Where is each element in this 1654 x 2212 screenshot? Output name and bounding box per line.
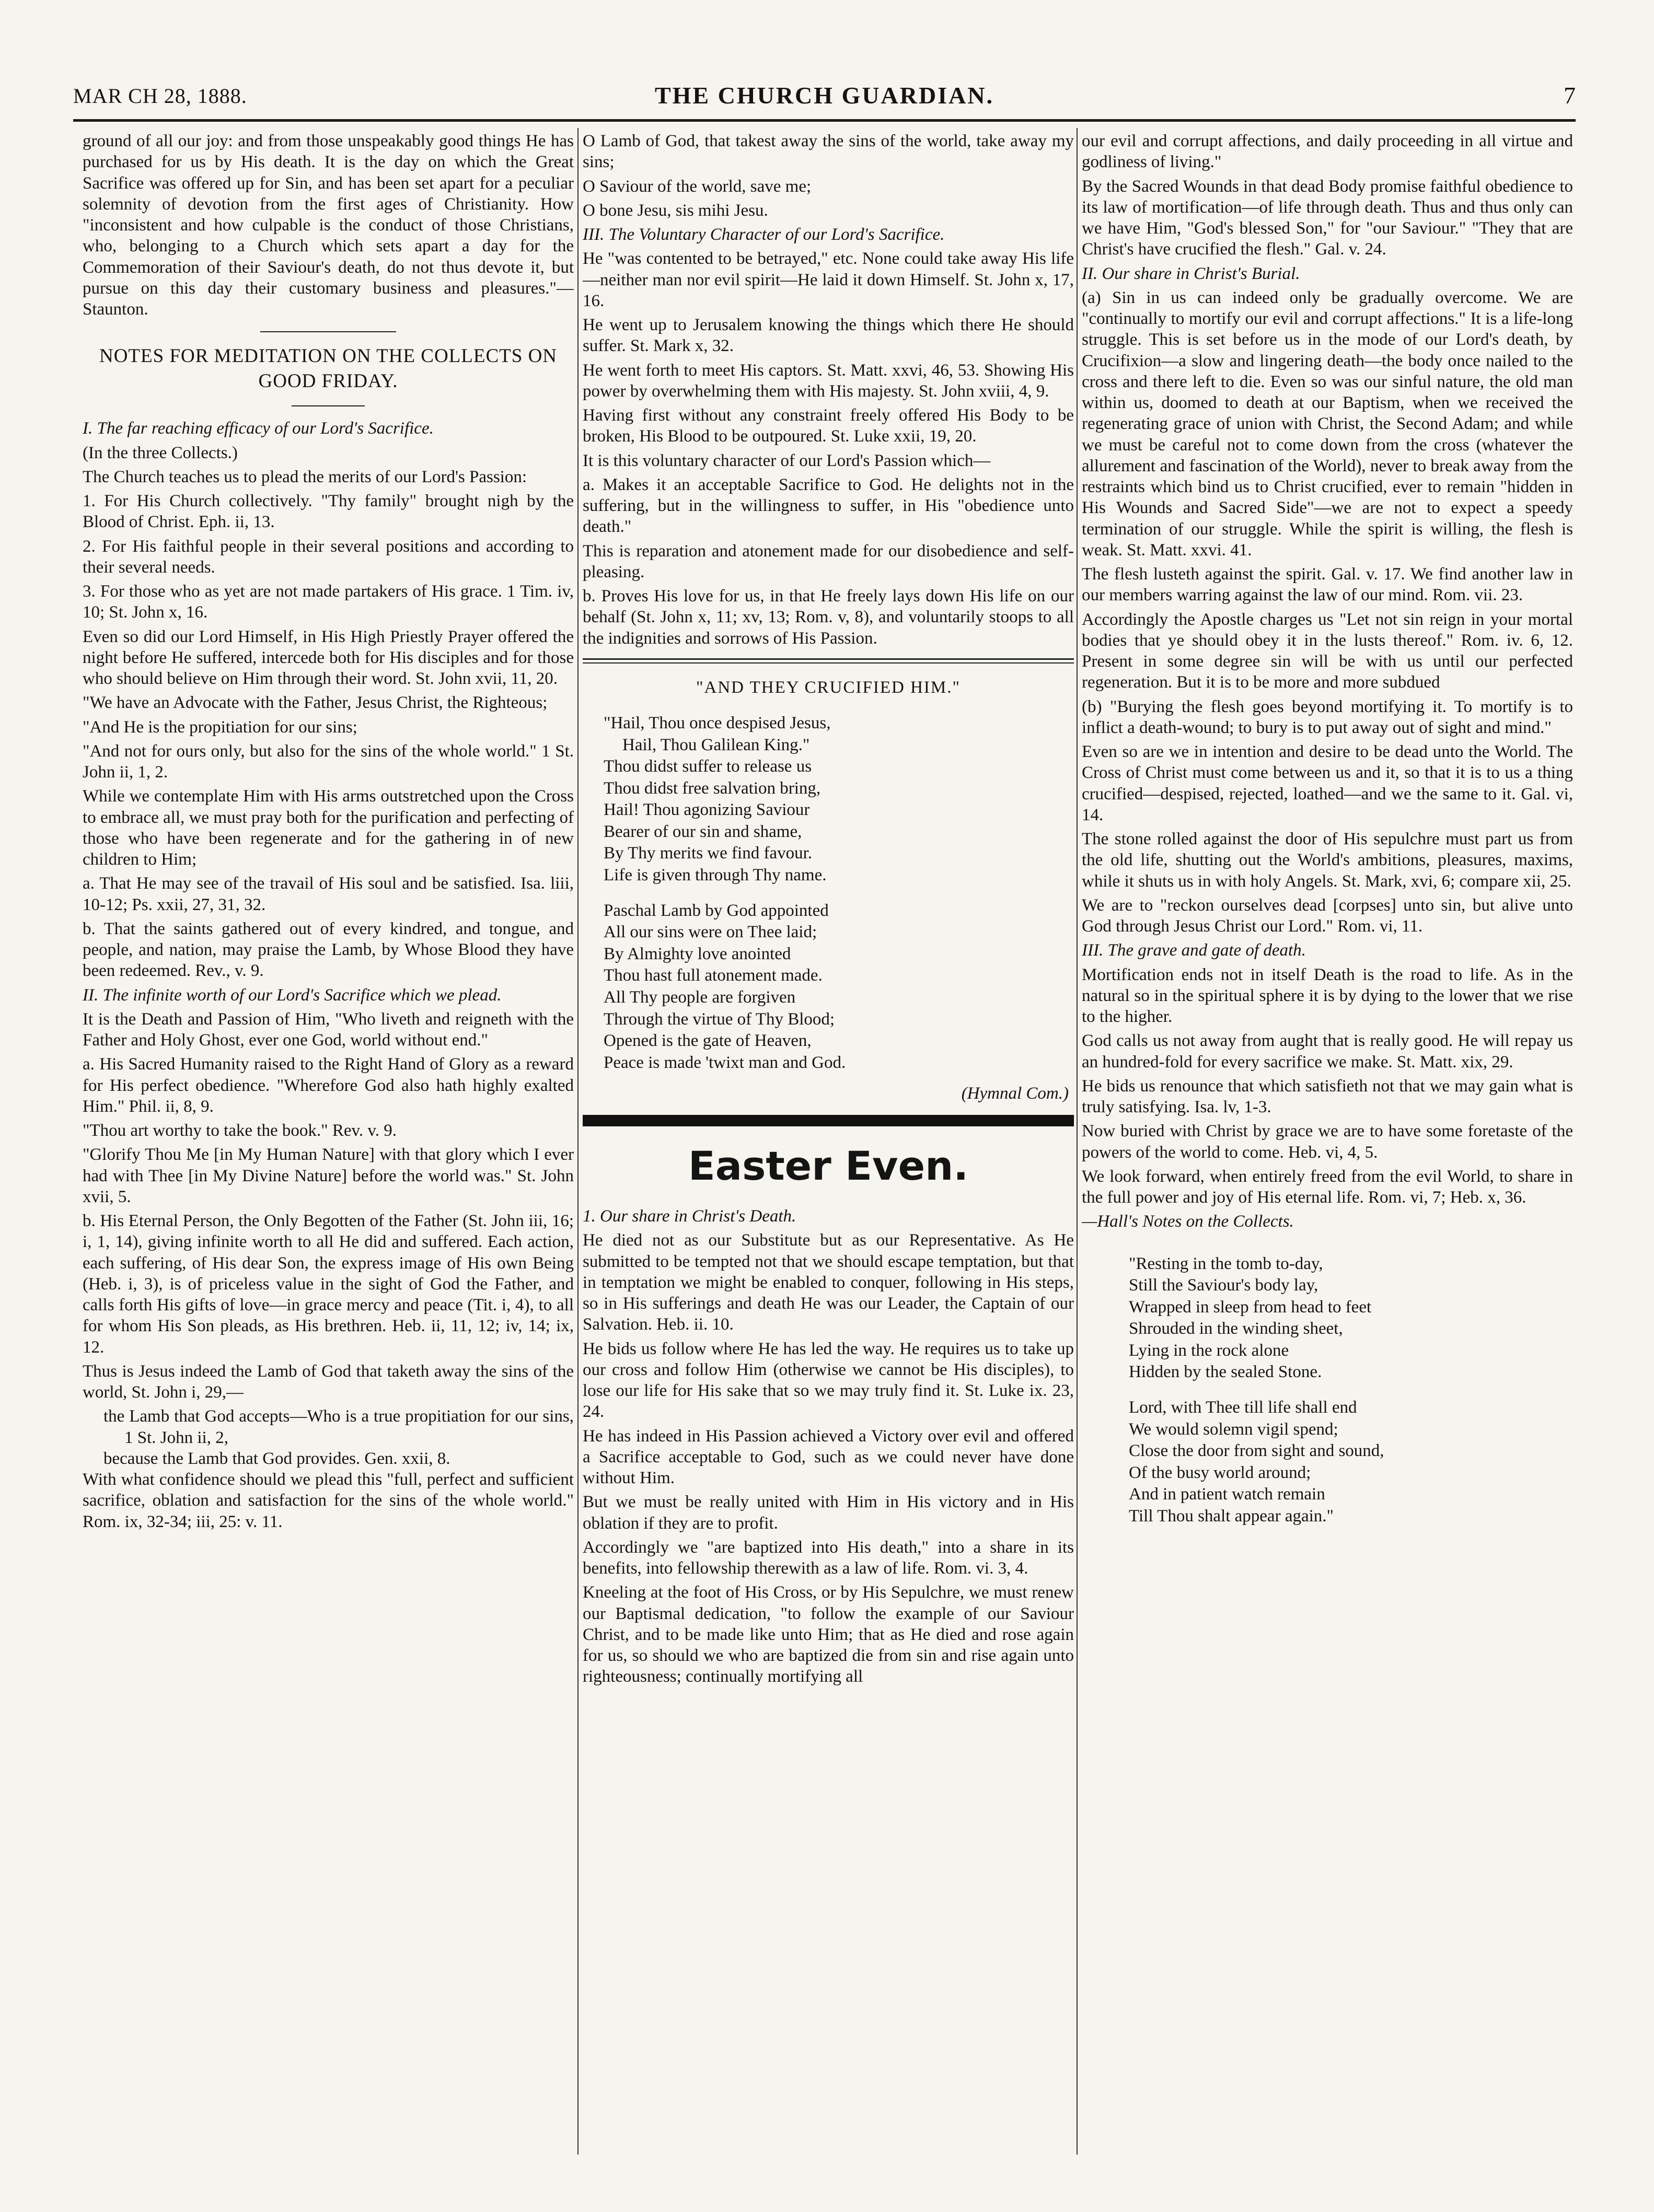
paragraph: Mortification ends not in itself Death is the road to life. As in the natural so in the spiritual sphere it is by dying to the lower that we rise to the higher. bbox=[1082, 965, 1573, 1026]
paragraph: The flesh lusteth against the spirit. Gal. v. 17. We find another law in our members warring against the law of our mind. Rom. vii. 23. bbox=[1082, 565, 1573, 605]
paragraph: 1. For His Church collectively. "Thy family" brought nigh by the Blood of Christ. Eph. ii, 13. bbox=[83, 492, 574, 532]
poem-line: All Thy people are forgiven bbox=[604, 987, 796, 1007]
paragraph: Accordingly we "are baptized into His death," into a share in its benefits, into fellowship therewith as a law of life. Rom. vi. 3, 4. bbox=[583, 1538, 1074, 1578]
paragraph: The stone rolled against the door of His sepulchre must part us from the old life, shutting out the World's ambitions, pleasures, maxims, while it shuts us in with holy Angels. St. Mark, xvi, 6; compare xii, 25. bbox=[1082, 830, 1573, 891]
paragraph: By the Sacred Wounds in that dead Body promise faithful obedience to its law of mortification—of life through death. Thus and thus only can we have Him, "God's blessed Son," for "our Saviour." "They that are Christ's have crucified the flesh." Gal. v. 24. bbox=[1082, 177, 1573, 259]
paragraph: He has indeed in His Passion achieved a Victory over evil and offered a Sacrifice acceptable to God, such as we could never have done without Him. bbox=[583, 1426, 1074, 1488]
poem-line: Through the virtue of Thy Blood; bbox=[604, 1009, 835, 1029]
paragraph: It is the Death and Passion of Him, "Who liveth and reigneth with the Father and Holy Ghost, ever one God, world without end." bbox=[83, 1009, 574, 1050]
paragraph: 3. For those who as yet are not made partakers of His grace. 1 Tim. iv, 10; St. John x, 16. bbox=[83, 582, 574, 622]
paragraph: b. Proves His love for us, in that He freely lays down His life on our behalf (St. John x, 11; xv, 13; Rom. v, 8), and voluntarily stoops to all the indignities and sorrows of His Passion. bbox=[583, 587, 1074, 648]
section-rule bbox=[292, 405, 365, 406]
poem-title: "AND THEY CRUCIFIED HIM." bbox=[696, 678, 961, 697]
column-2 bbox=[583, 131, 1074, 2149]
paragraph: a. His Sacred Humanity raised to the Right Hand of Glory as a reward for His perfect obedience. "Wherefore God also hath highly exalted Him." Phil. ii, 8, 9. bbox=[83, 1055, 574, 1116]
paragraph: a. That He may see of the travail of His soul and be satisfied. Isa. liii, 10-12; Ps. xxii, 27, 31, 32. bbox=[83, 874, 574, 914]
paragraph: It is this voluntary character of our Lord's Passion which— bbox=[583, 451, 991, 470]
paragraph: With what confidence should we plead this "full, perfect and sufficient sacrifice, oblation and satisfaction for the sins of the whole world." Rom. ix, 32-34; iii, 25: v. 11. bbox=[83, 1470, 574, 1531]
section-title: II. The infinite worth of our Lord's Sacrifice which we plead. bbox=[83, 985, 502, 1005]
poem-line: Till Thou shalt appear again." bbox=[1129, 1506, 1334, 1526]
column-1 bbox=[83, 131, 574, 2149]
poem-line: Lying in the rock alone bbox=[1129, 1341, 1289, 1360]
paragraph: b. That the saints gathered out of every kindred, and tongue, and people, and nation, may praise the Lamb, by Whose Blood they have been redeemed. Rev., v. 9. bbox=[83, 919, 574, 981]
section-rule bbox=[583, 658, 1074, 663]
paragraph: O Lamb of God, that takest away the sins of the world, take away my sins; bbox=[583, 132, 1074, 172]
paragraph: He went forth to meet His captors. St. Matt. xxvi, 46, 53. Showing His power by overwhelming them with His majesty. St. John xviii, 4, 9. bbox=[583, 360, 1074, 401]
paragraph: (a) Sin in us can indeed only be gradually overcome. We are "continually to mortify our evil and corrupt affections." It is a life-long struggle. This is set before us in the mode of our Lord's death, by Crucifixion—a slow and lingering death—the body once nailed to the cross and there left to die. Even so was our sinful nature, the old man within us, doomed to death at our Baptism, when we received the regenerating grace of union with Christ, the Second Adam; and while we must be careful not to come down from the cross (whatever the allurement and fascination of the World), never to break away from the restraints which bind us to Christ crucified, ever to remain "hidden in His Wounds and Sacred Side"—we are not to expect a speedy termination of our struggle. While the spirit is willing, the flesh is weak. St. Matt. xxvi. 41. bbox=[1082, 288, 1573, 560]
poem-line: Hail! Thou agonizing Saviour bbox=[604, 800, 810, 820]
poem-line: "Resting in the tomb to-day, bbox=[1129, 1254, 1323, 1273]
indented-line: because the Lamb that God provides. Gen. xxii, 8. bbox=[103, 1449, 450, 1468]
paragraph: Even so are we in intention and desire to be dead unto the World. The Cross of Christ must come between us and it, so that it is to us a thing crucified—despised, rejected, loathed—and we the same to it. Gal. vi, 14. bbox=[1082, 742, 1573, 824]
paragraph: While we contemplate Him with His arms outstretched upon the Cross to embrace all, we must pray both for the purification and perfecting of those who have been regenerate and for the gathering in of new children to Him; bbox=[83, 787, 574, 869]
paragraph: He bids us follow where He has led the way. He requires us to take up our cross and follow Him (otherwise we cannot be His disciples), to lose our life for His sake that so we may truly find it. St. Luke ix. 23, 24. bbox=[583, 1339, 1074, 1422]
paragraph: (b) "Burying the flesh goes beyond mortifying it. To mortify is to inflict a death-wound; to bury is to put away out of sight and mind." bbox=[1082, 697, 1573, 737]
paragraph: (In the three Collects.) bbox=[83, 443, 238, 462]
poem-line: By Almighty love anointed bbox=[604, 944, 791, 963]
section-title: 1. Our share in Christ's Death. bbox=[583, 1207, 796, 1226]
issue-date: MAR CH 28, 1888. bbox=[73, 84, 247, 108]
column-divider bbox=[577, 128, 579, 2155]
poem-line: Wrapped in sleep from head to feet bbox=[1129, 1297, 1372, 1317]
poem bbox=[604, 713, 1074, 1074]
poem-attribution: (Hymnal Com.) bbox=[961, 1084, 1069, 1103]
paragraph: He died not as our Substitute but as our Representative. As He submitted to be tempted not that we should escape temptation, but that in temptation we might be enabled to conquer, following in His steps, so in His sufferings and death He was our Leader, the Captain of our Salvation. Heb. ii. 10. bbox=[583, 1231, 1074, 1334]
poem-line: Opened is the gate of Heaven, bbox=[604, 1031, 812, 1051]
paragraph: b. His Eternal Person, the Only Begotten of the Father (St. John iii, 16; i, 1, 14), giving infinite worth to all He did and suffered. Each action, each suffering, of His dear Son, the express image of His own Being (Heb. i, 3), is of priceless value in the sight of God the Father, and calls forth His gifts of love—in grace mercy and peace (Tit. i, 4), to all for whom His Son pleads, as His brethren. Heb. ii, 11, 12; iv, 14; ix, 12. bbox=[83, 1212, 574, 1357]
section-bar bbox=[583, 1115, 1074, 1126]
paragraph: "Glorify Thou Me [in My Human Nature] with that glory which I ever had with Thee [in My Divine Nature] before the world was." St. John xvii, 5. bbox=[83, 1145, 574, 1206]
poem-line: By Thy merits we find favour. bbox=[604, 844, 812, 863]
paragraph: God calls us not away from aught that is really good. He will repay us an hundred-fold for every sacrifice we make. St. Matt. xix, 29. bbox=[1082, 1031, 1573, 1072]
paragraph: Thus is Jesus indeed the Lamb of God that taketh away the sins of the world, St. John i, 29,— bbox=[83, 1361, 574, 1402]
poem-line: Still the Saviour's body lay, bbox=[1129, 1276, 1318, 1295]
column-3 bbox=[1082, 131, 1573, 2149]
poem-line: Close the door from sight and sound, bbox=[1129, 1441, 1384, 1461]
paragraph: He "was contented to be betrayed," etc. None could take away His life—neither man nor evil spirit—He laid it down Himself. St. John x, 17, 16. bbox=[583, 249, 1074, 310]
paragraph: a. Makes it an acceptable Sacrifice to God. He delights not in the suffering, but in the willingness to suffer, in His "obedience unto death." bbox=[583, 475, 1074, 537]
poem-line: Thou didst free salvation bring, bbox=[604, 778, 821, 798]
poem-line: Thou hast full atonement made. bbox=[604, 966, 823, 985]
paragraph: We look forward, when entirely freed from the evil World, to share in the full power and joy of His eternal life. Rom. vi, 7; Heb. x, 36. bbox=[1082, 1167, 1573, 1207]
page-number: 7 bbox=[1564, 82, 1576, 109]
poem-line: Peace is made 'twixt man and God. bbox=[604, 1053, 846, 1072]
masthead-rule bbox=[73, 119, 1576, 122]
paragraph: "And He is the propitiation for our sins; bbox=[83, 717, 357, 737]
poem-line: All our sins were on Thee laid; bbox=[604, 923, 817, 942]
newspaper-title: THE CHURCH GUARDIAN. bbox=[654, 82, 994, 109]
paragraph: Having first without any constraint freely offered His Body to be broken, His Blood to be outpoured. St. Luke xxii, 19, 20. bbox=[583, 406, 1074, 446]
poem-line: Hidden by the sealed Stone. bbox=[1129, 1363, 1322, 1382]
paragraph: But we must be really united with Him in His victory and in His oblation if they are to profit. bbox=[583, 1493, 1074, 1533]
paragraph: Kneeling at the foot of His Cross, or by His Sepulchre, we must renew our Baptismal dedication, "to follow the example of our Saviour Christ, and to be made like unto Him; that as He died and rose again for us, so should we who are baptized die from sin and rise again unto righteousness; continually mortifying all bbox=[583, 1583, 1074, 1686]
poem-line: Lord, with Thee till life shall end bbox=[1129, 1398, 1357, 1417]
paragraph: O bone Jesu, sis mihi Jesu. bbox=[583, 201, 768, 220]
paragraph: We are to "reckon ourselves dead [corpses] unto sin, but alive unto God through Jesus Christ our Lord." Rom. vi, 11. bbox=[1082, 895, 1573, 936]
poem-line: Bearer of our sin and shame, bbox=[604, 822, 802, 841]
paragraph: our evil and corrupt affections, and daily proceeding in all virtue and godliness of living." bbox=[1082, 132, 1573, 172]
paragraph: He bids us renounce that which satisfieth not that we may gain what is truly satisfying. Isa. lv, 1-3. bbox=[1082, 1076, 1573, 1116]
paragraph: 2. For His faithful people in their several positions and according to their several needs. bbox=[83, 537, 574, 577]
section-title: I. The far reaching efficacy of our Lord's Sacrifice. bbox=[83, 419, 434, 438]
paragraph: "And not for ours only, but also for the sins of the whole world." 1 St. John ii, 1, 2. bbox=[83, 741, 574, 782]
paragraph: O Saviour of the world, save me; bbox=[583, 177, 812, 196]
paragraph: This is reparation and atonement made for our disobedience and self-pleasing. bbox=[583, 541, 1074, 581]
poem-line: Life is given through Thy name. bbox=[604, 866, 827, 885]
poem-line: Of the busy world around; bbox=[1129, 1463, 1311, 1482]
paragraph: ground of all our joy: and from those unspeakably good things He has purchased for us by His death. It is the day on which the Great Sacrifice was offered up for Sin, and has been set apart for a peculiar solemnity of devotion from the first ages of Christianity. How "inconsistent and how culpable is the conduct of those Christians, who, belonging to a Church which sets apart a day for the Commemoration of their Saviour's death, do not thus devote it, but pursue on this day their customary business and pleasures."—Staunton. bbox=[83, 132, 574, 319]
article-heading: NOTES FOR MEDITATION ON THE COLLECTS ON GOOD FRIDAY. bbox=[99, 345, 558, 392]
source-attribution: —Hall's Notes on the Collects. bbox=[1082, 1212, 1294, 1231]
paragraph: He went up to Jerusalem knowing the things which there He should suffer. St. Mark x, 32. bbox=[583, 316, 1074, 356]
poem-line: Hail, Thou Galilean King." bbox=[622, 735, 810, 754]
section-title: III. The Voluntary Character of our Lord's Sacrifice. bbox=[583, 225, 945, 244]
paragraph: The Church teaches us to plead the merits of our Lord's Passion: bbox=[83, 467, 527, 486]
poem-line: Paschal Lamb by God appointed bbox=[604, 901, 829, 920]
paragraph: Now buried with Christ by grace we are to have some foretaste of the powers of the world to come. Heb. vi, 4, 5. bbox=[1082, 1122, 1573, 1162]
paragraph: "Thou art worthy to take the book." Rev. v. 9. bbox=[83, 1121, 397, 1140]
poem-line: Thou didst suffer to release us bbox=[604, 757, 812, 776]
masthead bbox=[73, 78, 1576, 115]
paragraph: Accordingly the Apostle charges us "Let not sin reign in your mortal bodies that ye should obey it in the lusts thereof." Rom. iv. 6, 12. Present in some degree sin will be with us until our perfected regeneration. But it is to be more and more subdued bbox=[1082, 610, 1573, 692]
poem-line: "Hail, Thou once despised Jesus, bbox=[604, 714, 831, 732]
indented-line: the Lamb that God accepts—Who is a true propitiation for our sins, 1 St. John ii, 2, bbox=[103, 1407, 574, 1447]
article-heading: Easter Even. bbox=[688, 1142, 969, 1189]
poem-line: We would solemn vigil spend; bbox=[1129, 1419, 1338, 1439]
paragraph: "We have an Advocate with the Father, Jesus Christ, the Righteous; bbox=[83, 693, 548, 713]
paragraph: Even so did our Lord Himself, in His High Priestly Prayer offered the night before He suffered, intercede both for His disciples and for those who should believe on Him through their word. St. John xvii, 11, 20. bbox=[83, 627, 574, 689]
section-title: II. Our share in Christ's Burial. bbox=[1082, 264, 1300, 283]
poem bbox=[1129, 1253, 1573, 1528]
section-title: III. The grave and gate of death. bbox=[1082, 941, 1306, 960]
section-rule bbox=[260, 331, 396, 332]
poem-line: And in patient watch remain bbox=[1129, 1485, 1325, 1504]
column-divider bbox=[1077, 128, 1078, 2155]
poem-line: Shrouded in the winding sheet, bbox=[1129, 1319, 1343, 1338]
